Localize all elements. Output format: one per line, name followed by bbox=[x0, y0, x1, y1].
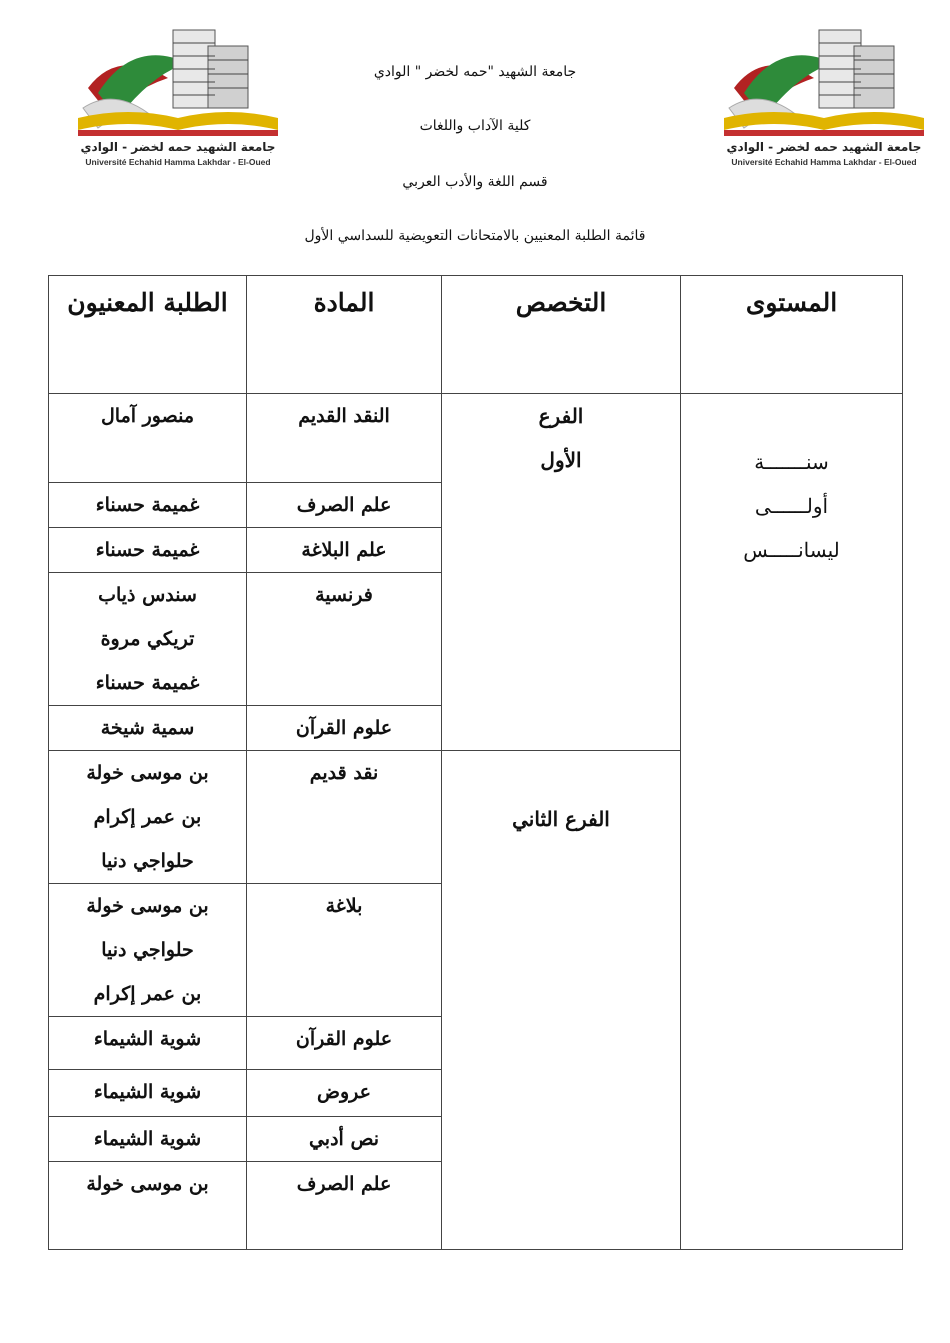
students-cell bbox=[49, 573, 247, 706]
student-name: غميمة حسناء bbox=[95, 494, 200, 516]
subject-text: علم الصرف bbox=[296, 494, 392, 516]
student-name: شوية الشيماء bbox=[93, 1081, 202, 1103]
subject-text: علم البلاغة bbox=[301, 539, 387, 561]
level-line: سنـــــــة bbox=[754, 450, 829, 474]
branch-first-cell bbox=[442, 394, 681, 751]
subject-cell bbox=[247, 394, 442, 483]
branch-line: الفرع الثاني bbox=[512, 807, 610, 831]
subject-cell bbox=[247, 1117, 442, 1162]
table-row bbox=[49, 394, 903, 483]
subject-text: نقد قديم bbox=[309, 762, 379, 784]
logo-caption-arabic: جامعة الشهيد حمه لخضر - الوادي bbox=[726, 140, 922, 154]
student-name: تريكي مروة bbox=[100, 628, 195, 650]
subject-cell bbox=[247, 483, 442, 528]
students-cell bbox=[49, 751, 247, 884]
table-header-row bbox=[49, 276, 903, 394]
students-cell bbox=[49, 1162, 247, 1250]
subject-cell bbox=[247, 884, 442, 1017]
subject-text: علوم القرآن bbox=[295, 717, 393, 739]
student-name: غميمة حسناء bbox=[95, 672, 200, 694]
department-name: قسم اللغة والأدب العربي bbox=[402, 174, 548, 190]
students-cell bbox=[49, 1070, 247, 1117]
subject-cell bbox=[247, 1017, 442, 1070]
student-name: بن عمر إكرام bbox=[93, 806, 202, 828]
level-cell bbox=[681, 394, 903, 1250]
student-name: بن موسى خولة bbox=[86, 762, 209, 784]
level-line: أولــــــى bbox=[754, 494, 829, 518]
student-name: شوية الشيماء bbox=[93, 1128, 202, 1150]
student-name: منصور آمال bbox=[100, 405, 195, 427]
student-name: سمية شيخة bbox=[100, 717, 195, 739]
university-name: جامعة الشهيد "حمه لخضر " الوادي bbox=[373, 64, 577, 80]
university-logo-right bbox=[724, 18, 924, 168]
students-cell bbox=[49, 528, 247, 573]
student-name: بن عمر إكرام bbox=[93, 983, 202, 1005]
students-cell bbox=[49, 394, 247, 483]
subject-cell bbox=[247, 751, 442, 884]
subject-cell bbox=[247, 1070, 442, 1117]
students-cell bbox=[49, 483, 247, 528]
subject-cell bbox=[247, 1162, 442, 1250]
header-students: الطلبة المعنيون bbox=[49, 276, 247, 394]
header-specialty: التخصص bbox=[442, 276, 681, 394]
student-name: بن موسى خولة bbox=[86, 895, 209, 917]
subject-text: النقد القديم bbox=[298, 405, 390, 427]
branch-second-cell bbox=[442, 751, 681, 1250]
university-logo-left bbox=[78, 18, 278, 168]
subject-text: علم الصرف bbox=[296, 1173, 392, 1195]
subject-text: فرنسية bbox=[315, 584, 373, 606]
level-line: ليسانـــــس bbox=[743, 538, 840, 562]
students-cell bbox=[49, 706, 247, 751]
header-level: المستوى bbox=[681, 276, 903, 394]
subject-cell bbox=[247, 573, 442, 706]
students-table bbox=[48, 275, 903, 1250]
subject-cell bbox=[247, 706, 442, 751]
student-name: حلواجي دنيا bbox=[101, 850, 194, 872]
students-cell bbox=[49, 884, 247, 1017]
subject-cell bbox=[247, 528, 442, 573]
student-name: بن موسى خولة bbox=[86, 1173, 209, 1195]
student-name: شوية الشيماء bbox=[93, 1028, 202, 1050]
logo-caption-arabic: جامعة الشهيد حمه لخضر - الوادي bbox=[80, 140, 276, 154]
logo-caption-french: Université Echahid Hamma Lakhdar - El-Oued bbox=[731, 157, 917, 167]
header-subject: المادة bbox=[247, 276, 442, 394]
branch-line: الأول bbox=[540, 448, 582, 472]
document-title: قائمة الطلبة المعنيين بالامتحانات التعويضية للسداسي الأول bbox=[304, 228, 646, 244]
subject-text: علوم القرآن bbox=[295, 1028, 393, 1050]
subject-text: عروض bbox=[317, 1081, 371, 1103]
student-name: غميمة حسناء bbox=[95, 539, 200, 561]
students-cell bbox=[49, 1117, 247, 1162]
students-cell bbox=[49, 1017, 247, 1070]
subject-text: نص أدبي bbox=[308, 1128, 380, 1150]
faculty-name: كلية الآداب واللغات bbox=[419, 118, 531, 134]
branch-line: الفرع bbox=[538, 404, 584, 428]
logo-caption-french: Université Echahid Hamma Lakhdar - El-Oued bbox=[85, 157, 271, 167]
subject-text: بلاغة bbox=[325, 895, 363, 917]
student-name: حلواجي دنيا bbox=[101, 939, 194, 961]
student-name: سندس ذياب bbox=[98, 584, 197, 606]
